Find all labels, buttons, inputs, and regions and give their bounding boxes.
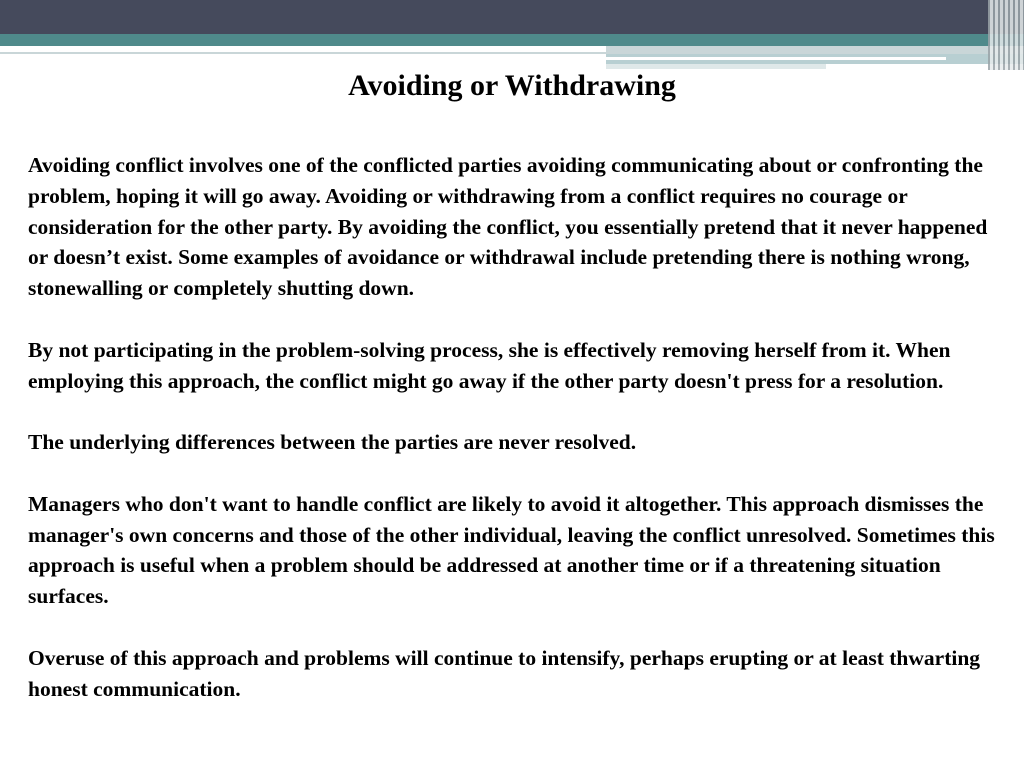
slide-title: Avoiding or Withdrawing — [348, 69, 676, 102]
paragraph-definition: Avoiding conflict involves one of the conflicted parties avoiding communicating about or confronting the problem, hoping it will go away. Avoiding or withdrawing from a conflict requires no courage or consideration for the other party. By avoiding the conflict, you essentially pretend that it never happened or doesn’t exist. Some examples of avoidance or withdrawal include pretending there is nothing wrong, stonewalling or completely shutting down. — [28, 153, 988, 301]
header-white-strip-right — [606, 57, 946, 60]
paragraph-differences: The underlying differences between the parties are never resolved. — [28, 430, 637, 455]
paragraph-overuse: Overuse of this approach and problems will continue to intensify, perhaps erupting or at least thwarting honest communication. — [28, 645, 981, 701]
header-teal-band — [0, 34, 1024, 46]
paragraph-managers: Managers who don't want to handle conflict are likely to avoid it altogether. This approach dismisses the manager's own concerns and those of the other individual, leaving the conflict unresolved. Sometimes this approach is useful when a problem should be addressed at another time or if a threatening situation surfaces. — [28, 491, 995, 609]
header-dark-band — [0, 0, 1024, 34]
slide-body — [28, 150, 1003, 704]
header-white-strip-left — [0, 46, 606, 52]
corner-stripes-decoration — [988, 0, 1024, 70]
paragraph-participation: By not participating in the problem-solving process, she is effectively removing herself from it. When employing this approach, the conflict might go away if the other party doesn't press for a resolution. — [28, 337, 951, 393]
